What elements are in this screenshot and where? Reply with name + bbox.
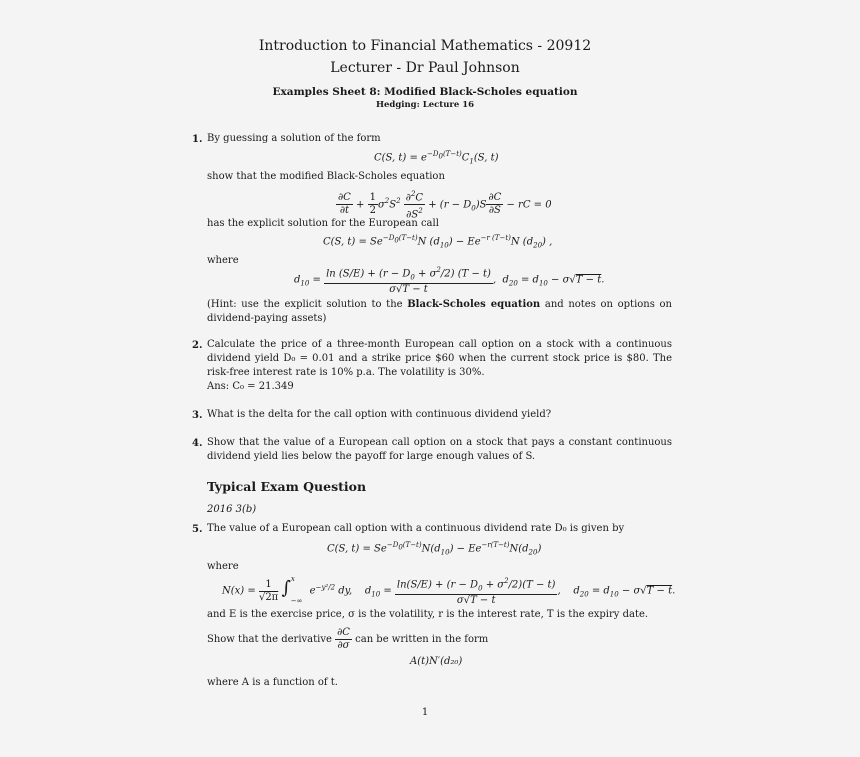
q4-text: Show that the value of a European call option on a stock that pays a constant continuous dividend yield lies below the payoff for large enough values of S. bbox=[207, 437, 672, 462]
q5-definitions-equation: N(x) = $\frac{1}{√2\pi}$ ∫$^x_{-\infty}$ $e^{-y^2/2}$ dy, $d_{10}$ = $\frac{\ln(S/E) + (r - D_0 + \sigma^2/2)(T - t)}{\sigma√T - t}$ , $d_{20} = d_{10} - \sigma√T - t$. bbox=[222, 575, 676, 607]
q5-where: where bbox=[207, 561, 239, 572]
q5-intro: The value of a European call option with a continuous dividend rate D₀ is given by bbox=[207, 523, 625, 534]
q1-where: where bbox=[207, 255, 239, 266]
q5-and-text: and E is the exercise price, σ is the volatility, r is the interest rate, T is the expiry date. bbox=[207, 609, 649, 620]
q5-value-equation: C(S, $t) = Se^{-D_0(T-t)}N(d_{10}) - Ee^{-r(T-t)}N(d_{20})$ bbox=[327, 541, 542, 557]
q2-text: Calculate the price of a three-month European call option on a stock with a continuous dividend yield D₀ = 0.01 and a strike price $60 when the current stock price is $80. The risk-free interest rate is 10% p.a. The volatility is 30%. bbox=[207, 339, 672, 378]
exam-reference: 2016 3(b) bbox=[207, 504, 257, 515]
q1-hint: (Hint: use the explicit solution to the Black-Scholes equation and notes on options on dividend-paying assets) bbox=[207, 299, 672, 324]
q5-show-text: Show that the derivative $\frac{\partial C}{\partial\sigma}$ can be written in the form bbox=[207, 627, 489, 651]
q5-final-text: where A is a function of t. bbox=[207, 677, 338, 688]
q2-answer: Ans: C₀ = 21.349 bbox=[207, 381, 294, 392]
question-number: 2. bbox=[192, 340, 203, 351]
question-number: 5. bbox=[192, 524, 203, 535]
course-title: Introduction to Financial Mathematics - 20912 bbox=[258, 38, 592, 54]
question-number: 4. bbox=[192, 438, 203, 449]
page-number: 1 bbox=[421, 707, 429, 718]
sheet-subtitle: Hedging: Lecture 16 bbox=[375, 100, 475, 110]
q1-show-text: show that the modified Black-Scholes equation bbox=[207, 171, 445, 182]
q1-d10-equation: $d_{10}$ = $\frac{\ln (S/E) + (r - D_0 + \sigma^2/2) (T - t)}{\sigma√T - t}$ , $d_{20} = d_{10} - \sigma√T - t$. bbox=[294, 266, 605, 296]
exam-heading: Typical Exam Question bbox=[207, 479, 367, 494]
question-number: 1. bbox=[192, 134, 203, 145]
question-number: 3. bbox=[192, 410, 203, 421]
q1-guess-equation: C(S, $t) = e^{-D_0(T-t)}C_1(S$, t) bbox=[374, 150, 499, 166]
q3-text: What is the delta for the call option with continuous dividend yield? bbox=[207, 409, 552, 420]
modified-black-scholes-equation: $\frac{\partial C}{\partial t}$ + $\frac{1}{2}$ $\sigma^2S^2$ $\frac{\partial^2C}{\partial S^2}$ + $(r - D_0)S$ $\frac{\partial C}{\partial S}$ − rC = 0 bbox=[338, 190, 552, 221]
sheet-title: Examples Sheet 8: Modified Black-Scholes equation bbox=[272, 86, 578, 98]
q5-form-equation: A(t)N′(d₂₀) bbox=[410, 656, 463, 667]
lecturer-line: Lecturer - Dr Paul Johnson bbox=[330, 60, 520, 76]
q1-has-text: has the explicit solution for the European call bbox=[207, 218, 439, 229]
q1-intro: By guessing a solution of the form bbox=[207, 133, 381, 144]
q1-solution-equation: C(S, $t) = Se^{-D_0(T-t)}N$ $(d_{10}) - Ee^{-r (T-t)}N$ $(d_{20})$ , bbox=[323, 234, 553, 250]
